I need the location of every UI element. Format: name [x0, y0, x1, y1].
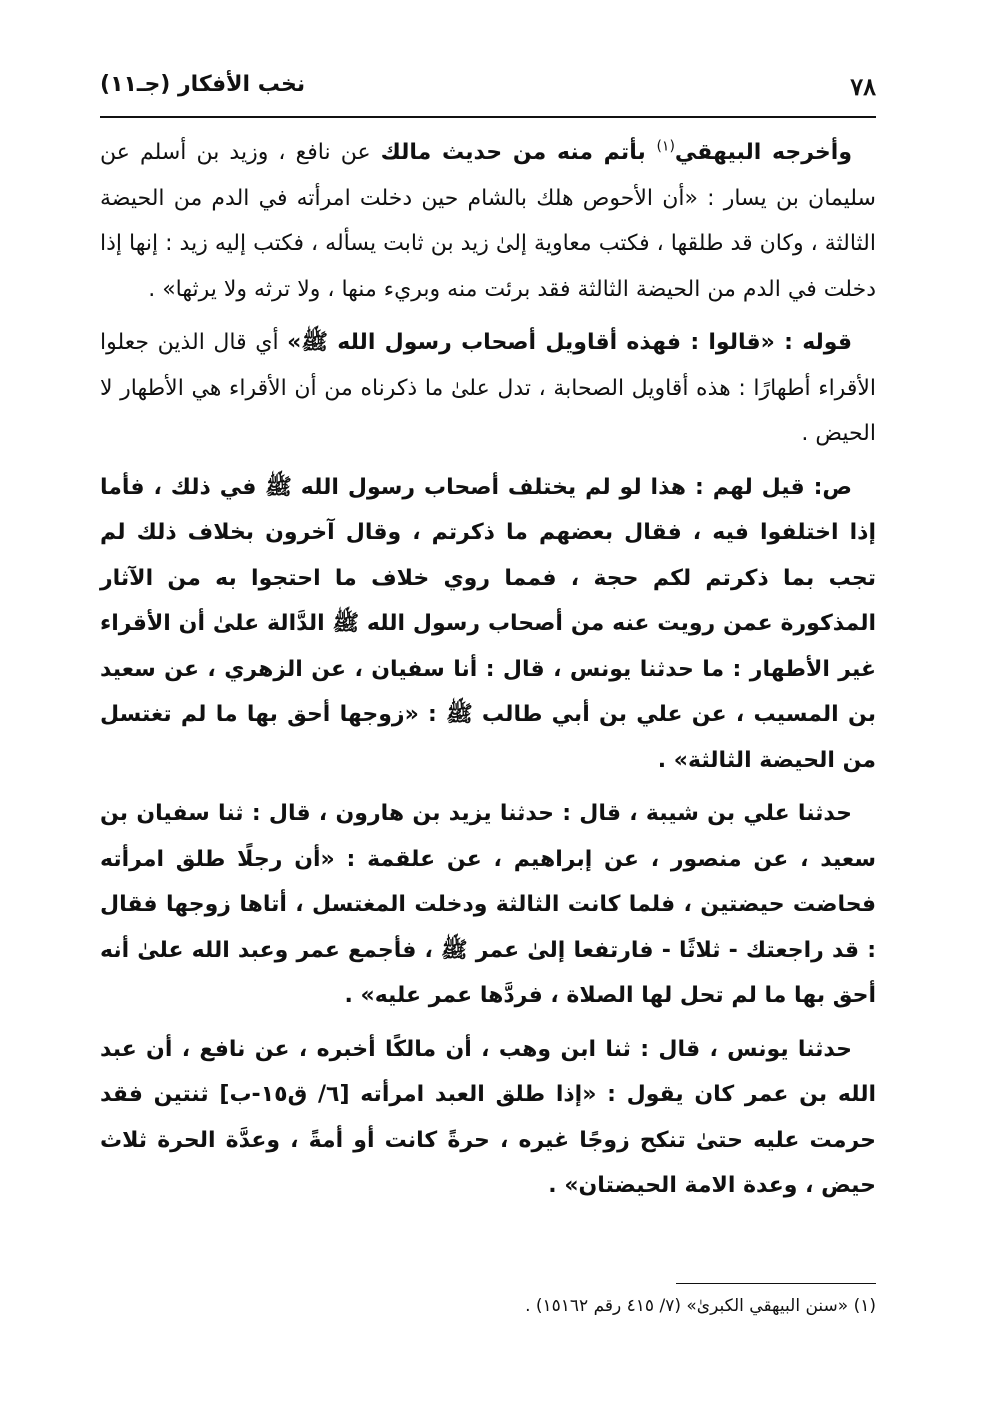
footnote-marker: (١) [656, 138, 675, 155]
paragraph-4: حدثنا علي بن شيبة ، قال : حدثنا يزيد بن هارون ، قال : ثنا سفيان بن سعيد ، عن منصور ، عن إبراهيم ، عن علقمة : «أن رجلًا طلق امرأته فحاضت حيضتين ، فلما كانت الثالثة ودخلت المغتسل ، أتاها زوجها فقال : قد راجعتك - ثلاثًا - فارتفعا إلىٰ عمر ﷺ ، فأجمع عمر وعبد الله علىٰ أنه أحق بها ما لم تحل لها الصلاة ، فردَّها عمر عليه» . [100, 801, 876, 1008]
paragraph-5: حدثنا يونس ، قال : ثنا ابن وهب ، أن مالكًا أخبره ، عن نافع ، أن عبد الله بن عمر كان يقول : «إذا طلق العبد امرأته [٦/ ق١٥-ب] ثنتين فقد حرمت عليه حتىٰ تنكح زوجًا غيره ، حرةً كانت أو أمةً ، وعدَّة الحرة ثلاث حيض ، وعدة الامة الحيضتان» . [100, 1036, 877, 1198]
paragraph-3: ص: قيل لهم : هذا لو لم يختلف أصحاب رسول الله ﷺ في ذلك ، فأما إذا اختلفوا فيه ، فقال بعضهم ما ذكرتم ، وقال آخرون بخلاف ذلك لم تجب بما ذكرتم لكم حجة ، فمما روي خلاف ما احتجوا به من الآثار المذكورة عمن رويت عنه من أصحاب رسول الله ﷺ الدَّالة علىٰ أن الأقراء غير الأطهار : ما حدثنا يونس ، قال : أنا سفيان ، عن الزهري ، عن سعيد بن المسيب ، عن علي بن أبي طالب ﷺ : «زوجها أحق بها ما لم تغتسل من الحيضة الثالثة» . [100, 474, 876, 773]
main-text [100, 130, 876, 1217]
header-rule [100, 116, 876, 118]
running-title: نخب الأفكار (جـ١١) [100, 72, 306, 97]
page-header [100, 70, 876, 110]
page-number: ٧٨ [850, 72, 876, 101]
paragraph-2 [100, 320, 876, 457]
paragraph-1-lead: وأخرجه البيهقي [674, 140, 852, 165]
paragraph-1 [100, 130, 876, 312]
footnote-rule [676, 1283, 876, 1284]
footnote: (١) «سنن البيهقي الكبرىٰ» (٧/ ٤١٥ رقم ١٥١٦٢) . [525, 1296, 876, 1316]
paragraph-2-text: أي قال الذين جعلوا الأقراء أطهارًا : هذه أقاويل الصحابة ، تدل علىٰ ما ذكرناه من أن الأقراء هي الأطهار لا الحيض . [100, 330, 876, 446]
paragraph-1-text: عن نافع ، وزيد بن أسلم عن سليمان بن يسار : «أن الأحوص هلك بالشام حين دخلت امرأته في الدم من الحيضة الثالثة ، وكان قد طلقها ، فكتب معاوية إلىٰ زيد بن ثابت يسأله ، فكتب إليه زيد : إنها إذا دخلت في الدم من الحيضة الثالثة فقد برئت منه وبريء منها ، ولا ترثه ولا يرثها» . [100, 140, 876, 302]
paragraph-1-bold: بأتم منه من حديث مالك [380, 140, 657, 165]
paragraph-2-lead: قوله : «قالوا : فهذه أقاويل أصحاب رسول الله ﷺ» [287, 330, 853, 355]
